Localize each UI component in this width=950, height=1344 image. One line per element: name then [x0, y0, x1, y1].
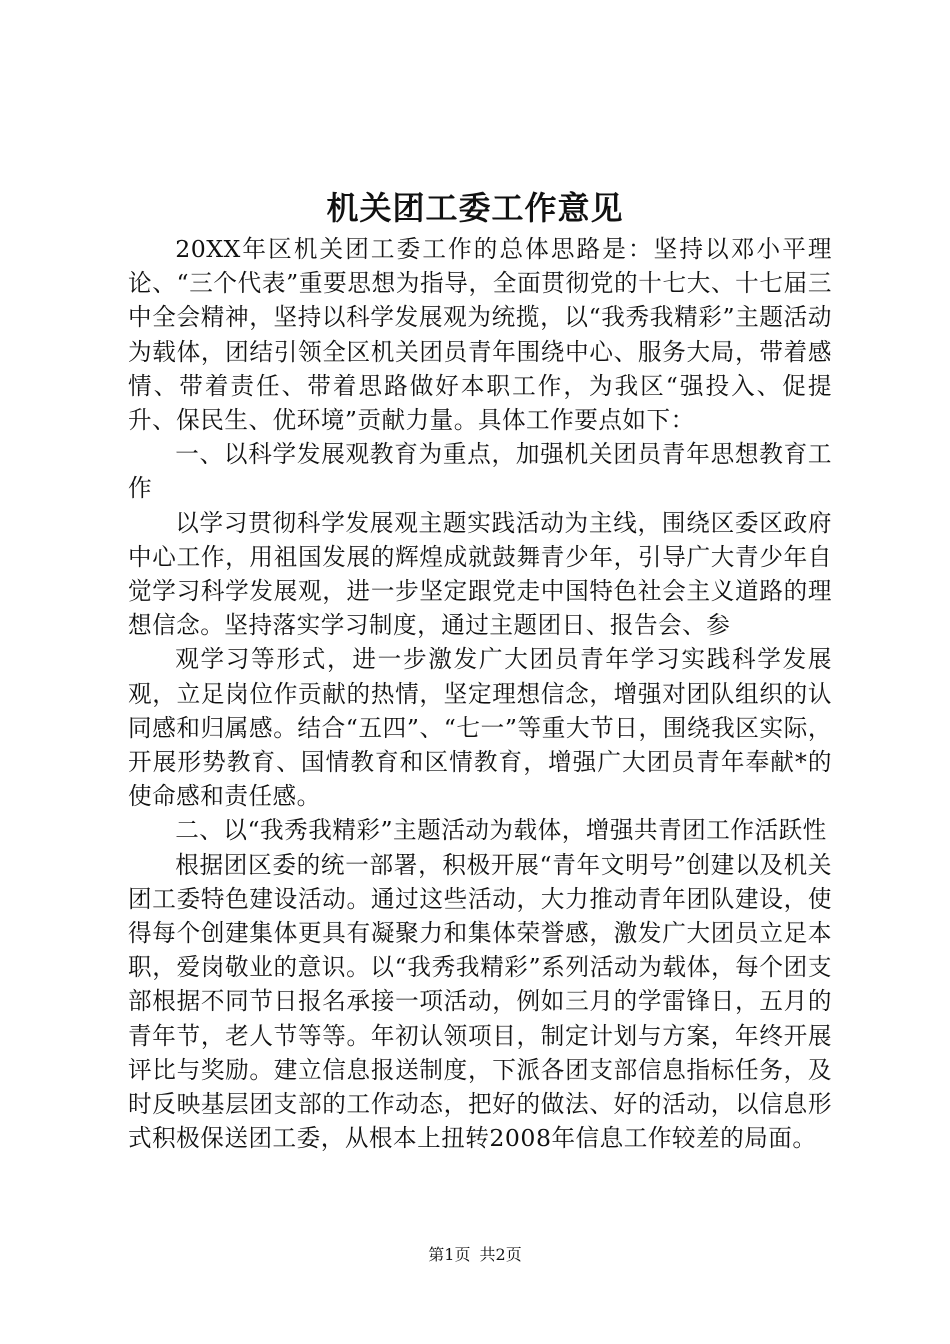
- page-footer: [0, 1243, 950, 1267]
- document-title: 机关团工委工作意见: [326, 189, 624, 227]
- intro-paragraph: 20XX年区机关团工委工作的总体思路是：坚持以邓小平理论、“三个代表”重要思想为指导，全面贯彻党的十七大、十七届三中全会精神，坚持以科学发展观为统揽，以“我秀我精彩”主题活动为载体，团结引领全区机关团员青年围绕中心、服务大局，带着感情、带着责任、带着思路做好本职工作，为我区“强投入、促提升、保民生、优环境”贡献力量。具体工作要点如下：: [128, 235, 832, 435]
- section-1-paragraph-2: 观学习等形式，进一步激发广大团员青年学习实践科学发展观，立足岗位作贡献的热情，坚定理想信念，增强对团队组织的认同感和归属感。结合“五四”、“七一”等重大节日，围绕我区实际，开展形势教育、国情教育和区情教育，增强广大团员青年奉献*的使命感和责任感。: [128, 645, 832, 811]
- section-heading-2: 二、以“我秀我精彩”主题活动为载体，增强共青团工作活跃性: [175, 816, 827, 845]
- page-number: 第1页: [428, 1245, 471, 1264]
- section-1-paragraph-1: 以学习贯彻科学发展观主题实践活动为主线，围绕区委区政府中心工作，用祖国发展的辉煌成就鼓舞青少年，引导广大青少年自觉学习科学发展观，进一步坚定跟党走中国特色社会主义道路的理想信念。坚持落实学习制度，通过主题团日、报告会、参: [128, 508, 832, 640]
- section-heading-1: 一、以科学发展观教育为重点，加强机关团员青年思想教育工作: [128, 440, 832, 503]
- section-2-paragraph-1: 根据团区委的统一部署，积极开展“青年文明号”创建以及机关团工委特色建设活动。通过这些活动，大力推动青年团队建设，使得每个创建集体更具有凝聚力和集体荣誉感，激发广大团员立足本职，爱岗敬业的意识。以“我秀我精彩”系列活动为载体，每个团支部根据不同节日报名承接一项活动，例如三月的学雷锋日，五月的青年节，老人节等等。年初认领项目，制定计划与方案，年终开展评比与奖励。建立信息报送制度，下派各团支部信息指标任务，及时反映基层团支部的工作动态，把好的做法、好的活动，以信息形式积极保送团工委，从根本上扭转2008年信息工作较差的局面。: [128, 850, 832, 1153]
- document-body: [128, 232, 832, 1155]
- page-total: 共2页: [479, 1245, 522, 1264]
